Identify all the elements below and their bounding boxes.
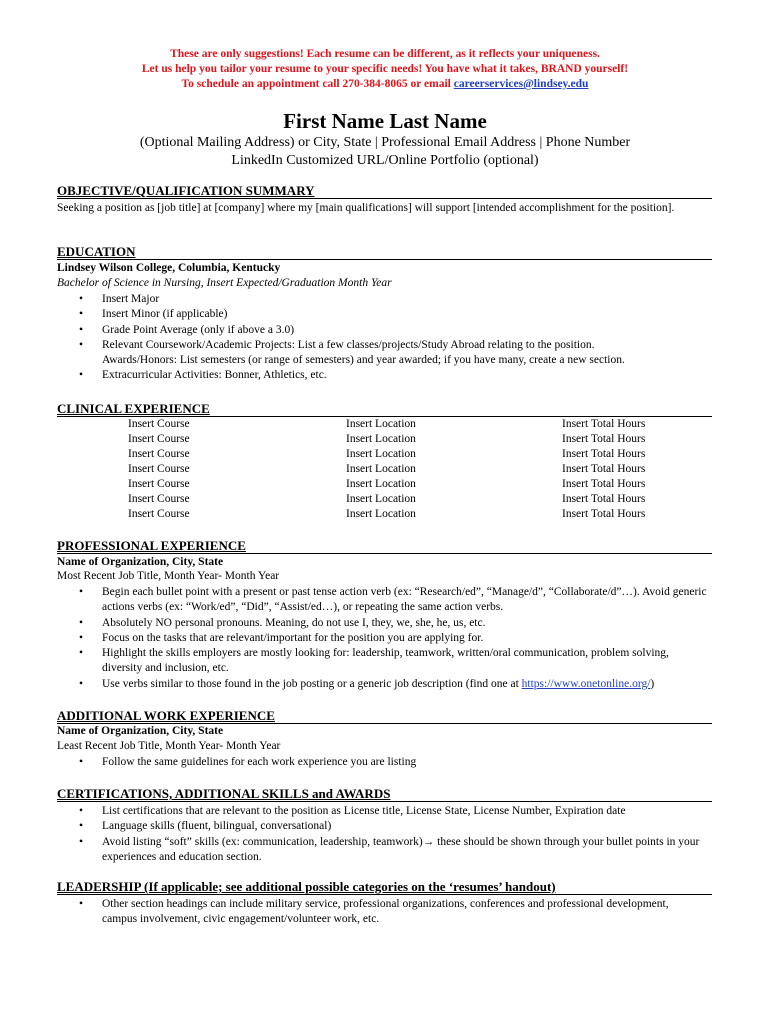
leadership-heading <box>57 879 712 895</box>
professional-org: Name of Organization, City, State <box>57 556 224 568</box>
objective-text: Seeking a position as [job title] at [company] where my [main qualifications] will support [intended accomplishment for the position]. <box>57 202 675 214</box>
clinical-location: Insert Location <box>346 418 416 430</box>
certifications-heading <box>57 786 712 802</box>
clinical-course: Insert Course <box>128 418 190 430</box>
professional-bullets <box>57 585 707 692</box>
clinical-hours: Insert Total Hours <box>562 508 646 520</box>
list-item: • Insert Minor (if applicable) <box>57 307 717 322</box>
clinical-location: Insert Location <box>346 463 416 475</box>
additional-title: Least Recent Job Title, Month Year- Month Year <box>57 740 281 752</box>
onetonline-link[interactable]: https://www.onetonline.org/ <box>521 677 651 690</box>
banner-line-3 <box>0 77 770 92</box>
list-item: • Extracurricular Activities: Bonner, Athletics, etc. <box>57 368 717 383</box>
leadership-bullets <box>57 897 687 928</box>
list-item: • Begin each bullet point with a present or past tense action verb (ex: “Research/ed”, “Manage/d”, “Collaborate/d”…). Avoid generic actions verbs (ex: “Work/ed”, “Did”, “Assist/ed…), or repeating the same action verbs. <box>57 585 707 616</box>
clinical-location: Insert Location <box>346 448 416 460</box>
list-item: • Grade Point Average (only if above a 3.0) <box>57 323 717 338</box>
clinical-course: Insert Course <box>128 478 190 490</box>
list-item: • Language skills (fluent, bilingual, conversational) <box>57 819 707 834</box>
clinical-heading <box>57 401 712 417</box>
clinical-course: Insert Course <box>128 493 190 505</box>
additional-org: Name of Organization, City, State <box>57 725 224 737</box>
clinical-course: Insert Course <box>128 448 190 460</box>
professional-heading-text: PROFESSIONAL EXPERIENCE <box>57 538 246 553</box>
clinical-course: Insert Course <box>128 433 190 445</box>
clinical-location: Insert Location <box>346 493 416 505</box>
objective-heading-text: OBJECTIVE/QUALIFICATION SUMMARY <box>57 183 315 198</box>
list-item: • List certifications that are relevant to the position as License title, License State, License Number, Expiration date <box>57 804 707 819</box>
clinical-hours: Insert Total Hours <box>562 493 646 505</box>
clinical-heading-text: CLINICAL EXPERIENCE <box>57 401 210 416</box>
clinical-location: Insert Location <box>346 508 416 520</box>
clinical-location: Insert Location <box>346 433 416 445</box>
clinical-hours: Insert Total Hours <box>562 418 646 430</box>
last-bullet-text: Use verbs similar to those found in the job posting or a generic job description (find one at <box>102 677 522 690</box>
clinical-hours: Insert Total Hours <box>562 448 646 460</box>
last-bullet-suffix: ) <box>650 677 655 690</box>
additional-heading-text: ADDITIONAL WORK EXPERIENCE <box>57 708 275 723</box>
list-item: • Other section headings can include military service, professional organizations, conferences and professional development, campus involvement, civic engagement/volunteer work, etc. <box>57 897 687 928</box>
list-item: • Highlight the skills employers are mostly looking for: leadership, teamwork, written/oral communication, problem solving, diversity and inclusion, etc. <box>57 646 707 677</box>
certifications-bullets <box>57 804 707 865</box>
list-item: • Relevant Coursework/Academic Projects: List a few classes/projects/Study Abroad relating to the position. <box>57 338 717 353</box>
clinical-location: Insert Location <box>346 478 416 490</box>
clinical-locations-column <box>346 417 416 522</box>
clinical-hours: Insert Total Hours <box>562 433 646 445</box>
additional-bullets <box>57 755 707 770</box>
clinical-hours: Insert Total Hours <box>562 463 646 475</box>
contact-line-2: LinkedIn Customized URL/Online Portfolio (optional) <box>231 153 539 168</box>
education-heading <box>57 244 712 260</box>
list-item <box>57 677 707 692</box>
banner-line-3-text: To schedule an appointment call 270-384-8065 or email <box>181 78 454 90</box>
resume-name: First Name Last Name <box>283 109 487 133</box>
clinical-hours: Insert Total Hours <box>562 478 646 490</box>
professional-title: Most Recent Job Title, Month Year- Month Year <box>57 570 280 582</box>
career-services-email-link[interactable]: careerservices@lindsey.edu <box>453 78 589 90</box>
banner-line-2: Let us help you tailor your resume to your specific needs! You have what it takes, BRAND yourself! <box>141 63 629 75</box>
clinical-courses-column <box>128 417 190 522</box>
leadership-heading-text: LEADERSHIP (If applicable; see additional possible categories on the ‘resumes’ handout) <box>57 879 556 894</box>
list-item: • Avoid listing “soft” skills (ex: communication, leadership, teamwork)→ these should be shown through your bullet points in your experiences and education section. <box>57 835 707 866</box>
contact-line-1: (Optional Mailing Address) or City, State | Professional Email Address | Phone Number <box>139 135 631 150</box>
certifications-heading-text: CERTIFICATIONS, ADDITIONAL SKILLS and AWARDS <box>57 786 391 801</box>
clinical-course: Insert Course <box>128 463 190 475</box>
education-school: Lindsey Wilson College, Columbia, Kentucky <box>57 262 281 274</box>
list-item: • Follow the same guidelines for each work experience you are listing <box>57 755 707 770</box>
list-item: • Focus on the tasks that are relevant/important for the position you are applying for. <box>57 631 707 646</box>
list-item: • Absolutely NO personal pronouns. Meaning, do not use I, they, we, she, he, us, etc. <box>57 616 707 631</box>
clinical-course: Insert Course <box>128 508 190 520</box>
clinical-hours-column <box>562 417 645 522</box>
additional-heading <box>57 708 712 724</box>
education-degree: Bachelor of Science in Nursing, Insert Expected/Graduation Month Year <box>57 277 392 289</box>
list-item: • Insert Major <box>57 292 717 307</box>
objective-heading <box>57 183 712 199</box>
professional-heading <box>57 538 712 554</box>
education-bullets <box>57 292 717 384</box>
list-item-awards: Awards/Honors: List semesters (or range of semesters) and year awarded; if you have many, create a new section. <box>102 354 625 367</box>
education-heading-text: EDUCATION <box>57 244 136 259</box>
banner-line-1: These are only suggestions! Each resume can be different, as it reflects your uniqueness. <box>170 48 600 60</box>
